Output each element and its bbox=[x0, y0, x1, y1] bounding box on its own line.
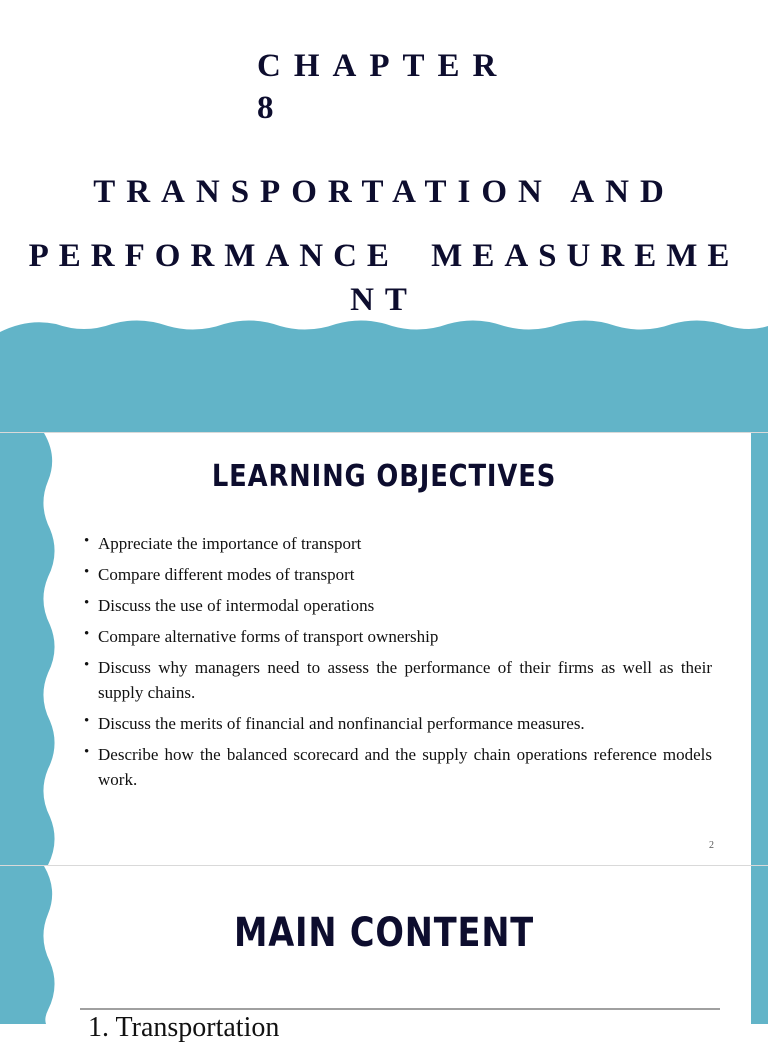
list-item: • Discuss why managers need to assess the performance of their firms as well as their supply chains. bbox=[84, 655, 712, 705]
list-item: • Describe how the balanced scorecard and the supply chain operations reference models work. bbox=[84, 742, 712, 792]
objectives-slide bbox=[0, 433, 768, 865]
bullet-icon: • bbox=[84, 657, 90, 673]
right-accent-bar bbox=[751, 866, 768, 1024]
chapter-label: CHAPTER bbox=[257, 48, 510, 84]
content-rule bbox=[80, 1008, 720, 1010]
objectives-list bbox=[84, 531, 712, 798]
title-slide bbox=[0, 0, 768, 432]
bullet-icon: • bbox=[84, 533, 90, 549]
bullet-icon: • bbox=[84, 564, 90, 580]
bullet-icon: • bbox=[84, 626, 90, 642]
content-item-1: 1. Transportation bbox=[88, 1012, 280, 1043]
title-line-1: TRANSPORTATION AND bbox=[93, 174, 675, 210]
list-item: • Appreciate the importance of transport bbox=[84, 531, 712, 556]
wave-decoration bbox=[0, 310, 768, 432]
bullet-icon: • bbox=[84, 744, 90, 760]
main-content-slide bbox=[0, 866, 768, 1043]
chapter-number: 8 bbox=[257, 90, 287, 126]
side-wave-decoration bbox=[0, 866, 62, 1024]
main-content-heading: MAIN CONTENT bbox=[233, 910, 535, 956]
list-item: • Discuss the merits of financial and nonfinancial performance measures. bbox=[84, 711, 712, 736]
list-item: • Compare alternative forms of transport ownership bbox=[84, 624, 712, 649]
list-item: • Compare different modes of transport bbox=[84, 562, 712, 587]
bullet-icon: • bbox=[84, 713, 90, 729]
list-item: • Discuss the use of intermodal operations bbox=[84, 593, 712, 618]
title-line-3: NT bbox=[350, 282, 418, 318]
learning-objectives-heading: LEARNING OBJECTIVES bbox=[211, 459, 557, 494]
title-line-2: PERFORMANCE MEASUREME bbox=[28, 238, 740, 274]
right-accent-bar bbox=[751, 433, 768, 865]
bullet-icon: • bbox=[84, 595, 90, 611]
page-number: 2 bbox=[709, 840, 714, 851]
side-wave-decoration bbox=[0, 433, 62, 865]
